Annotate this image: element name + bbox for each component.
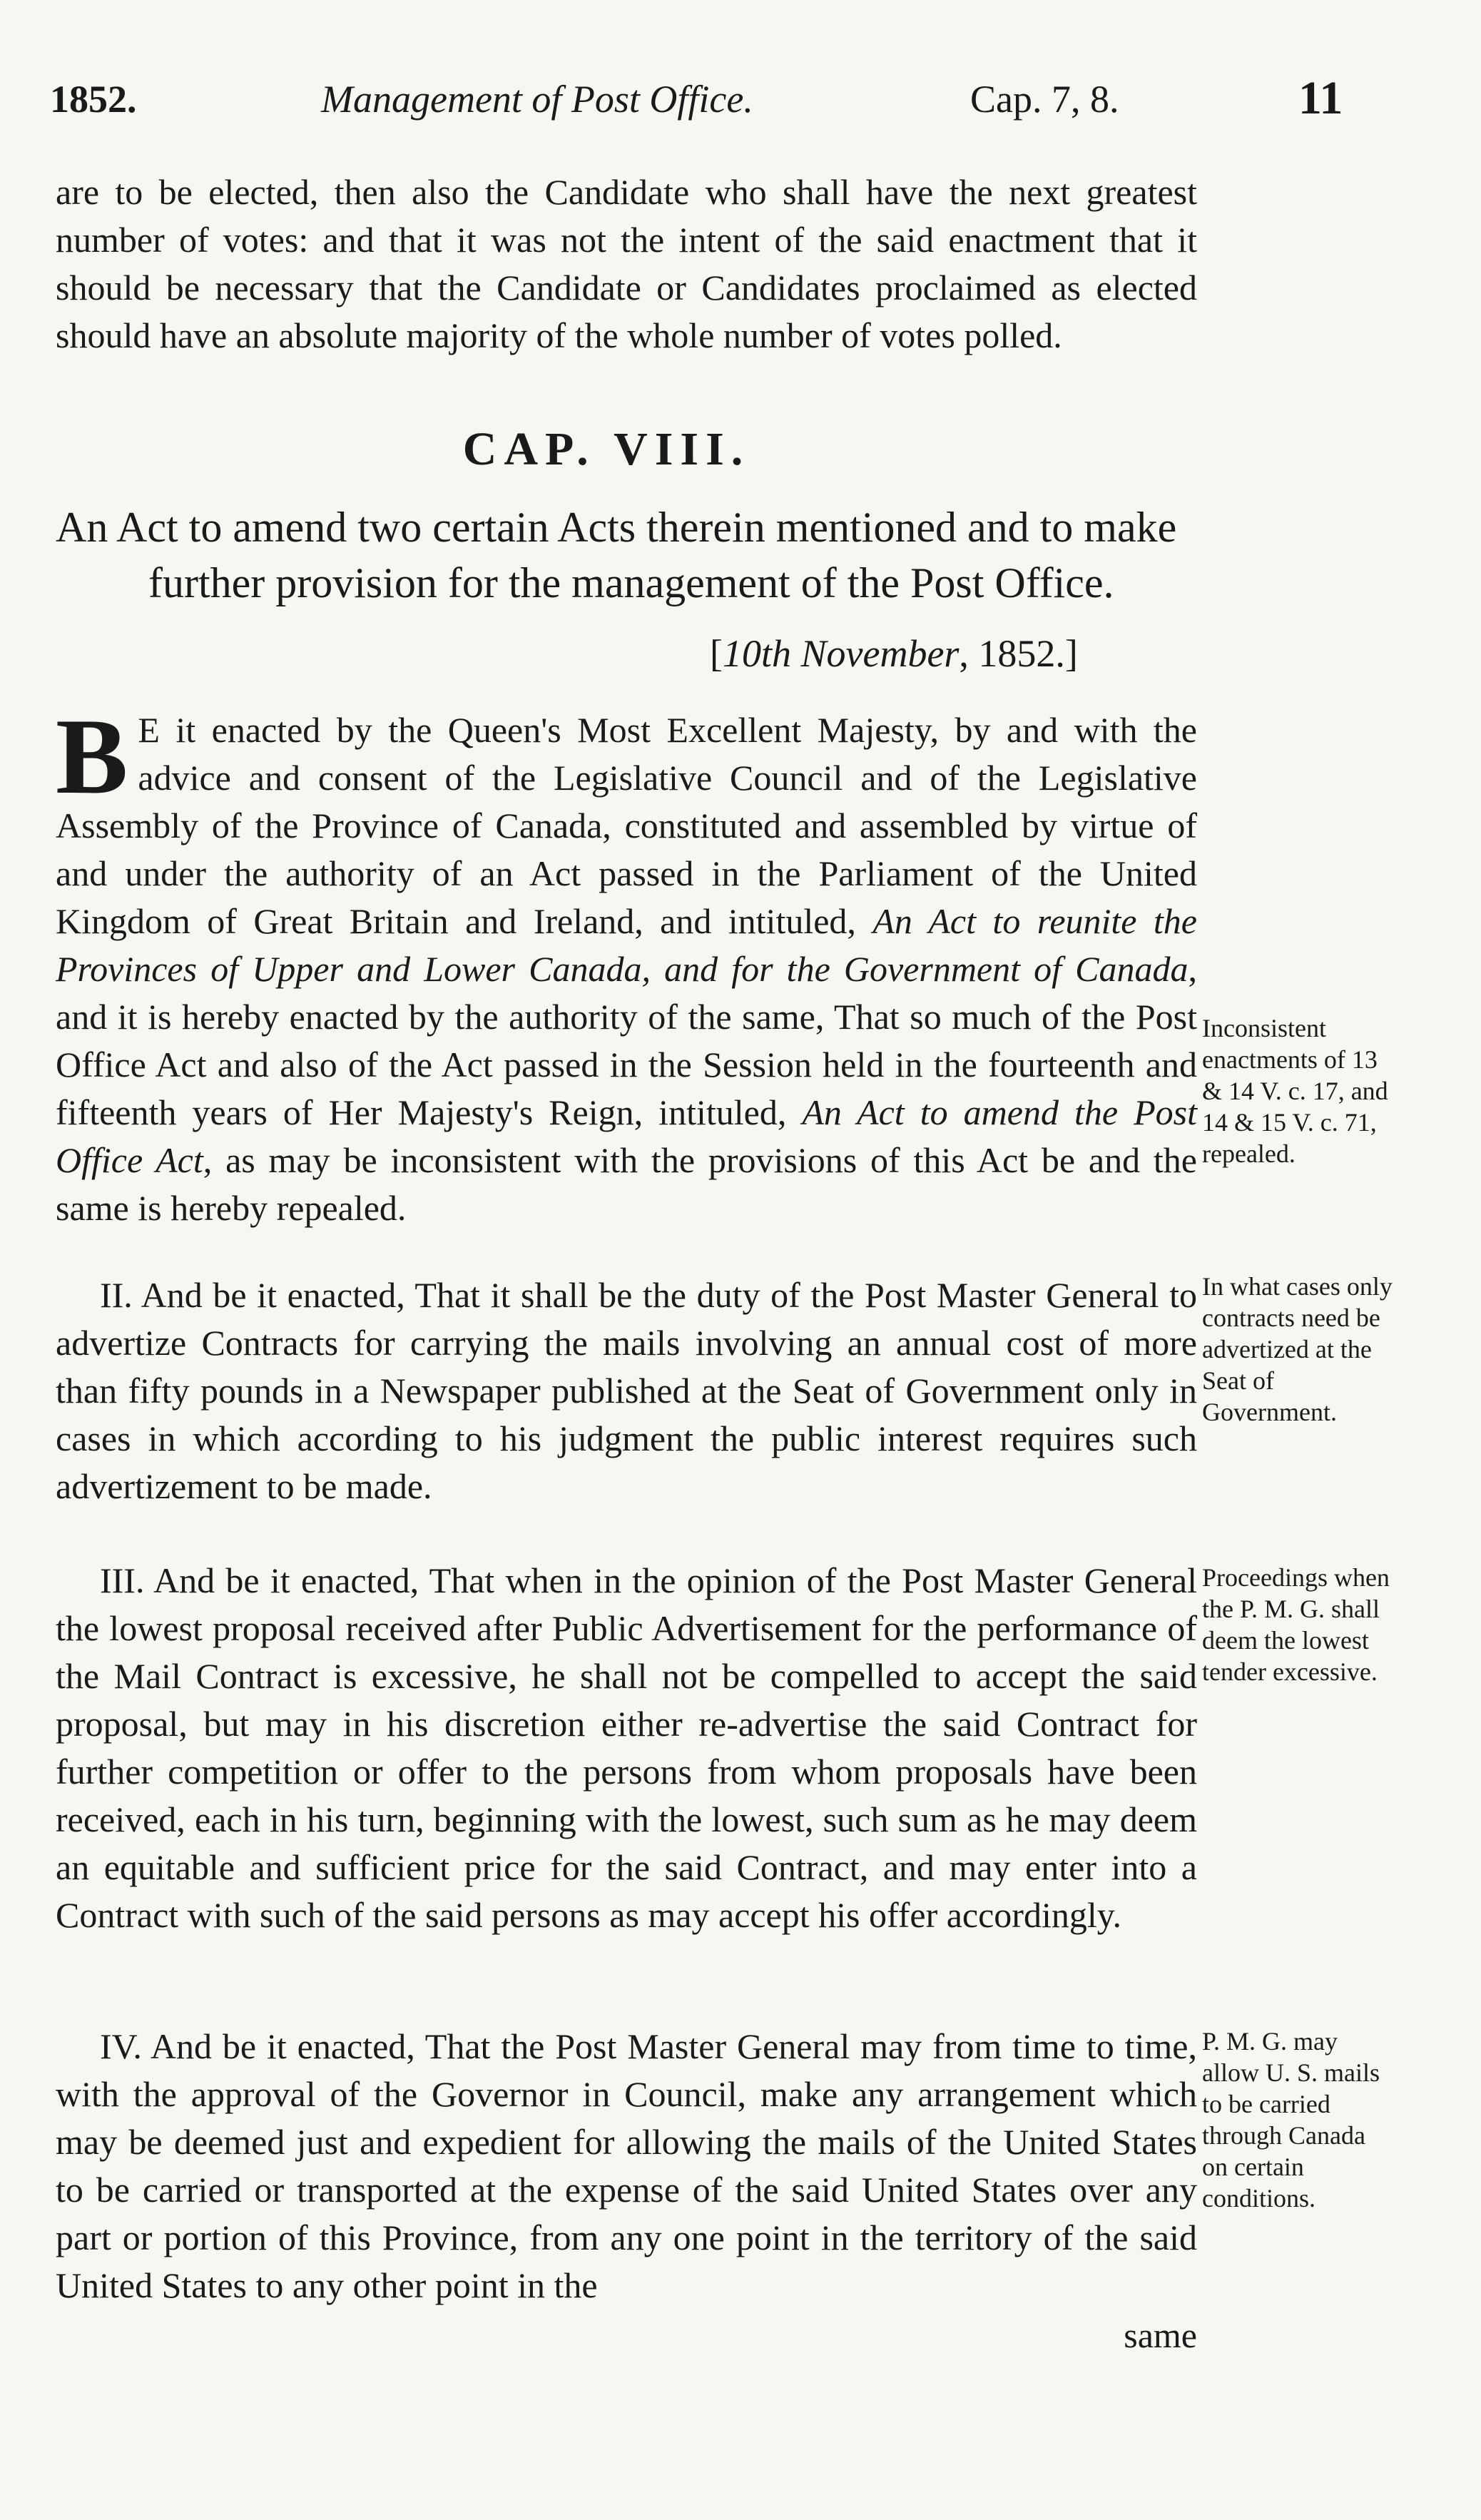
drop-cap: B [56,696,128,816]
marginal-note-2: In what cases only contracts need be advertized at the Seat of Government. [1202,1272,1393,1426]
date-day: 10th November [722,632,960,675]
act-title: An Act to amend two certain Acts therein mentioned and to make further provision for the management of the Post Office. [56,504,1177,606]
preamble-paragraph [56,696,1198,1232]
preamble-text-3: , as may be inconsistent with the provisions of this Act be and the same is hereby repealed. [56,1140,1198,1228]
marginal-note-1: Inconsistent enactments of 13 & 14 V. c. 17, and 14 & 15 V. c. 71, repealed. [1202,1014,1388,1168]
page-number: 11 [1298,72,1343,124]
header-title: Management of Post Office. [321,78,753,121]
preamble-italic-title-2: An Act to amend the Post Office Act [56,1092,1198,1180]
preamble-text-2: , and it is hereby enacted by the authority of the same, That so much of the Post Office Act and also of the Act passed in the Session held in the fourteenth and fifteenth years of Her Majesty's Reign, intituled, [56,949,1197,1132]
header-year: 1852. [50,78,137,121]
section-ii: II. And be it enacted, That it shall be the duty of the Post Master General to advertize Contracts for carrying the mails involving an annual cost of more than fifty pounds in a Newspaper published at the Seat of Government only in cases in which according to his judgment the public interest requires such advertizement to be made. [56,1275,1197,1506]
header-chapter: Cap. 7, 8. [970,78,1119,121]
preamble-text-1: E it enacted by the Queen's Most Excellent Majesty, by and with the advice and consent of the Legislative Council and of the Legislative Assembly of the Province of Canada, constituted and assembled by virtue of and under the authority of an Act passed in the Parliament of the United Kingdom of Great Britain and Ireland, and intituled, [56,710,1197,941]
section-iv: IV. And be it enacted, That the Post Master General may from time to time, with the approval of the Governor in Council, make any arrangement which may be deemed just and expedient for allowing the mails of the United States to be carried or transported at the expense of the said United States over any part or portion of this Province, from any one point in the territory of the said United States to any other point in the [56,2026,1197,2305]
assent-date [710,631,1078,676]
marginal-note-3: Proceedings when the P. M. G. shall deem the lowest tender excessive. [1202,1563,1390,1686]
marginal-note-4: P. M. G. may allow U. S. mails to be carried through Canada on certain conditions. [1202,2027,1380,2212]
date-year: , 1852.] [959,632,1078,675]
preamble-italic-title-1: An Act to reunite the Provinces of Upper and Lower Canada, and for the Government of Canada [56,901,1197,989]
date-bracket: [ [710,632,723,675]
catchword: same [1124,2315,1197,2355]
section-iii: III. And be it enacted, That when in the opinion of the Post Master General the lowest proposal received after Public Advertisement for the performance of the Mail Contract is excessive, he shall not be compelled to accept the said proposal, but may in his discretion either re-advertise the said Contract for further competition or offer to the persons from whom proposals have been received, each in his turn, beginning with the lowest, such sum as he may deem an equitable and sufficient price for the said Contract, and may enter into a Contract with such of the said persons as may accept his offer accordingly. [56,1560,1197,1935]
continuation-paragraph: are to be elected, then also the Candidate who shall have the next greatest number of votes: and that it was not the intent of the said enactment that it should be necessary that the Candidate or Candidates proclaimed as elected should have an absolute majority of the whole number of votes polled. [56,172,1197,355]
chapter-heading: CAP. VIII. [462,423,750,475]
